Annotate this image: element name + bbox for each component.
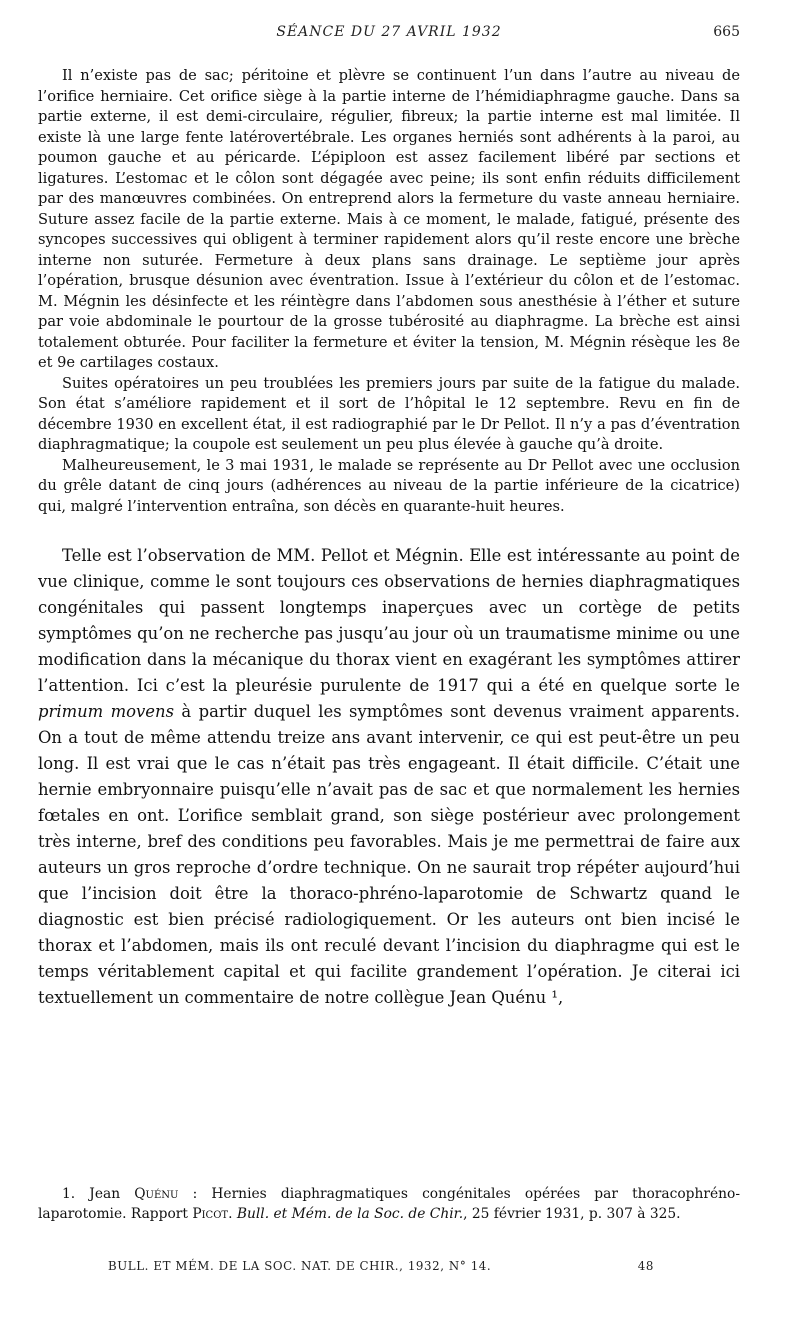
paragraph-outcome: Malheureusement, le 3 mai 1931, le malade se représente au Dr Pellot avec une occlusion du grêle datant de cinq jours (adhérences au niveau de la partie inférieure de la cicatrice) qui, malgré l’intervention entraîna, son décès en quarante-huit heures. [38, 456, 740, 515]
journal-reference: BULL. ET MÉM. DE LA SOC. NAT. DE CHIR., 1932, N° 14. [108, 1259, 492, 1273]
paragraph-observation-details: Il n’existe pas de sac; péritoine et plèvre se continuent l’un dans l’autre au niveau de l’orifice herniaire. Cet orifice siège à la partie interne de l’hémidiaphragme gauche. Dans sa partie externe, il est demi-circulaire, régulier, fibreux; la partie interne est mal limitée. Il existe là une large fente latérovertébrale. Les organes herniés sont adhérents à la paroi, au poumon gauche et au péricarde. L’épiploon est assez facilement libéré par sections et ligatures. L’estomac et le côlon sont dégagée avec peine; ils sont enfin réduits difficilement par des manœuvres combinées. On entreprend alors la fermeture du vaste anneau herniaire. Suture assez facile de la partie externe. Mais à ce moment, le malade, fatigué, présente des syncopes successives qui obligent à terminer rapidement alors qu’il reste encore une brèche interne non suturée. Fermeture à deux plans sans drainage. Le septième jour après l’opération, brusque désunion avec éventration. Issue à l’extérieur du côlon et de l’estomac. M. Mégnin les désinfecte et les réintègre dans l’abdomen sous anesthésie à l’éther et suture par voie abdominale le pourtour de la grosse tubérosité au diaphragme. La brèche est ainsi totalement obturée. Pour faciliter la fermeture et éviter la tension, M. Mégnin résèque les 8e et 9e cartilages costaux. [38, 67, 740, 371]
sheet-number: 48 [637, 1259, 654, 1273]
footnote-author-quenu: Quénu [134, 1186, 179, 1202]
document-page [38, 18, 740, 1308]
commentary-italic-phrase: primum movens [38, 702, 174, 721]
paragraph-commentary [38, 543, 740, 1011]
footnote-part2: : Hernies diaphragmatiques congénitales opérées par thoracophréno-laparotomie. Rapport [38, 1186, 740, 1222]
commentary-text-before: Telle est l’observation de MM. Pellot et Mégnin. Elle est intéressante au point de vue clinique, comme le sont toujours ces observations de hernies diaphragmatiques congénitales qui passent longtemps inaperçues avec un cortège de petits symptômes qu’on ne recherche pas jusqu’au jour où un traumatisme minime ou une modification dans la mécanique du thorax vient en exagérant les symptômes attirer l’attention. Ici c’est la pleurésie purulente de 1917 qui a été en quelque sorte le [38, 546, 740, 695]
footnote-part4: , 25 février 1931, p. 307 à 325. [463, 1205, 681, 1222]
running-title: SÉANCE DU 27 AVRIL 1932 [276, 24, 502, 40]
paragraph-postoperative-course: Suites opératoires un peu troublées les premiers jours par suite de la fatigue du malade. Son état s’améliore rapidement et il sort de l’hôpital le 12 septembre. Revu en fin de décembre 1930 en excellent état, il est radiographié par le Dr Pellot. Il n’y a pas d’éventration diaphragmatique; la coupole est seulement un peu plus élevée à gauche qu’à droite. [38, 374, 740, 453]
commentary-text-after: à partir duquel les symptômes sont devenus vraiment apparents. On a tout de même attendu treize ans avant intervenir, ce qui est peut-être un peu long. Il est vrai que le cas n’était pas très engageant. Il était difficile. C’était une hernie embryonnaire puisqu’elle n’avait pas de sac et que normalement les hernies fœtales en ont. L’orifice semblait grand, son siège postérieur avec prolongement très interne, bref des conditions peu favorables. Mais je me permettrai de faire aux auteurs un gros reproche d’ordre technique. On ne saurait trop répéter aujourd’hui que l’incision doit être la thoraco-phréno-laparotomie de Schwartz quand le diagnostic est bien précisé radiologiquement. Or les auteurs ont bien incisé le thorax et l’abdomen, mais ils ont reculé devant l’incision du diaphragme qui est le temps véritablement capital et qui facilite grandement l’opération. Je citerai ici textuellement un commentaire de notre collègue Jean Quénu ¹, [38, 702, 740, 1007]
footnote-part1: 1. Jean [62, 1186, 135, 1202]
page-number: 665 [713, 24, 740, 40]
footnote-author-picot: Picot [192, 1205, 229, 1222]
footnote [38, 1185, 740, 1224]
section-gap [38, 517, 740, 543]
footnote-part3: . [228, 1205, 237, 1222]
footnote-journal: Bull. et Mém. de la Soc. de Chir. [236, 1205, 464, 1222]
running-header [38, 18, 740, 52]
